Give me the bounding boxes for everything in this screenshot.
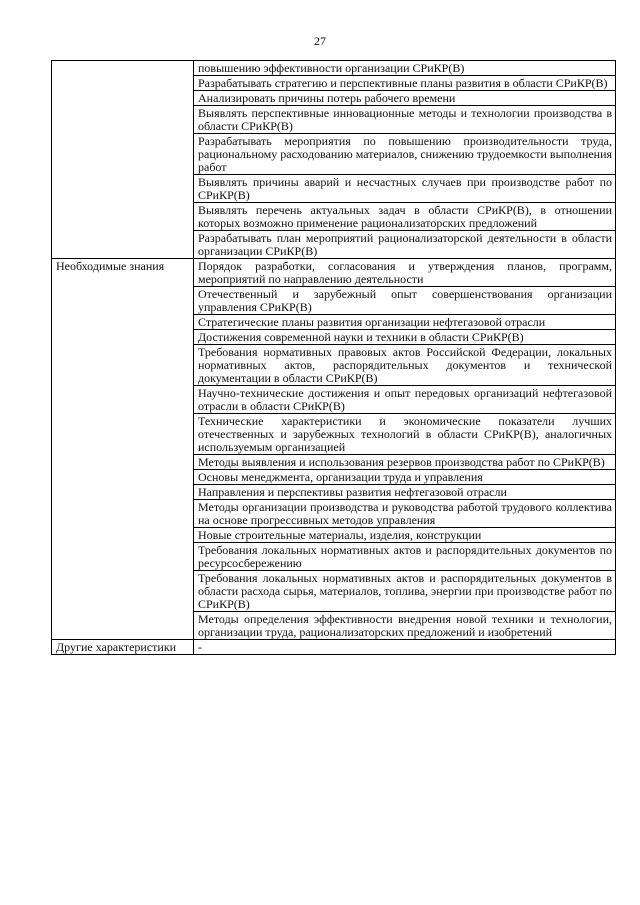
table-cell: Отечественный и зарубежный опыт совершенствования организации управления СРиКР(В) bbox=[194, 287, 616, 315]
table-cell: Методы выявления и использования резервов производства работ по СРиКР(В) bbox=[194, 455, 616, 470]
table-cell: Разрабатывать стратегию и перспективные планы развития в области СРиКР(В) bbox=[194, 76, 616, 91]
section-label bbox=[52, 61, 194, 259]
table-cell: Достижения современной науки и техники в области СРиКР(В) bbox=[194, 330, 616, 345]
table-cell: Требования локальных нормативных актов и распорядительных документов в области расхода сырья, материалов, топлива, энергии при производстве работ по СРиКР(В) bbox=[194, 571, 616, 612]
table-cell: Методы определения эффективности внедрения новой техники и технологии, организации труда, рационализаторских предложений и изобретений bbox=[194, 612, 616, 640]
table-cell: повышению эффективности организации СРиКР(В) bbox=[194, 61, 616, 76]
table-cell: - bbox=[194, 640, 616, 655]
qualification-table bbox=[51, 60, 616, 655]
table-cell: Разрабатывать план мероприятий рационализаторской деятельности в области организации СРиКР(В) bbox=[194, 231, 616, 259]
table-cell: Выявлять перечень актуальных задач в области СРиКР(В), в отношении которых возможно применение рационализаторских предложений bbox=[194, 203, 616, 231]
table-cell: Стратегические планы развития организации нефтегазовой отрасли bbox=[194, 315, 616, 330]
table-cell: Направления и перспективы развития нефтегазовой отрасли bbox=[194, 485, 616, 500]
table-cell: Требования локальных нормативных актов и распорядительных документов по ресурсосбережению bbox=[194, 543, 616, 571]
table-cell: Требования нормативных правовых актов Российской Федерации, локальных нормативных актов, распорядительных документов и технической документации в области СРиКР(В) bbox=[194, 345, 616, 386]
table-row bbox=[52, 640, 616, 655]
table-cell: Новые строительные материалы, изделия, конструкции bbox=[194, 528, 616, 543]
table-cell: Основы менеджмента, организации труда и управления bbox=[194, 470, 616, 485]
table-cell: Выявлять причины аварий и несчастных случаев при производстве работ по СРиКР(В) bbox=[194, 175, 616, 203]
table-cell: Анализировать причины потерь рабочего времени bbox=[194, 91, 616, 106]
table-row bbox=[52, 259, 616, 287]
table-cell: Выявлять перспективные инновационные методы и технологии производства в области СРиКР(В) bbox=[194, 106, 616, 134]
table-cell: Технические характеристики и экономические показатели лучших отечественных и зарубежных технологий в области СРиКР(В), аналогичных используемым организацией bbox=[194, 414, 616, 455]
table-row bbox=[52, 61, 616, 76]
table-cell: Научно-технические достижения и опыт передовых организаций нефтегазовой отрасли в области СРиКР(В) bbox=[194, 386, 616, 414]
table-cell: Методы организации производства и руководства работой трудового коллектива на основе прогрессивных методов управления bbox=[194, 500, 616, 528]
table-body bbox=[52, 61, 616, 655]
table-cell: Порядок разработки, согласования и утверждения планов, программ, мероприятий по направлению деятельности bbox=[194, 259, 616, 287]
section-label: Другие характеристики bbox=[52, 640, 194, 655]
page-number: 27 bbox=[314, 34, 326, 48]
section-label: Необходимые знания bbox=[52, 259, 194, 640]
table-cell: Разрабатывать мероприятия по повышению производительности труда, рациональному расходованию материалов, снижению трудоемкости выполнения работ bbox=[194, 134, 616, 175]
